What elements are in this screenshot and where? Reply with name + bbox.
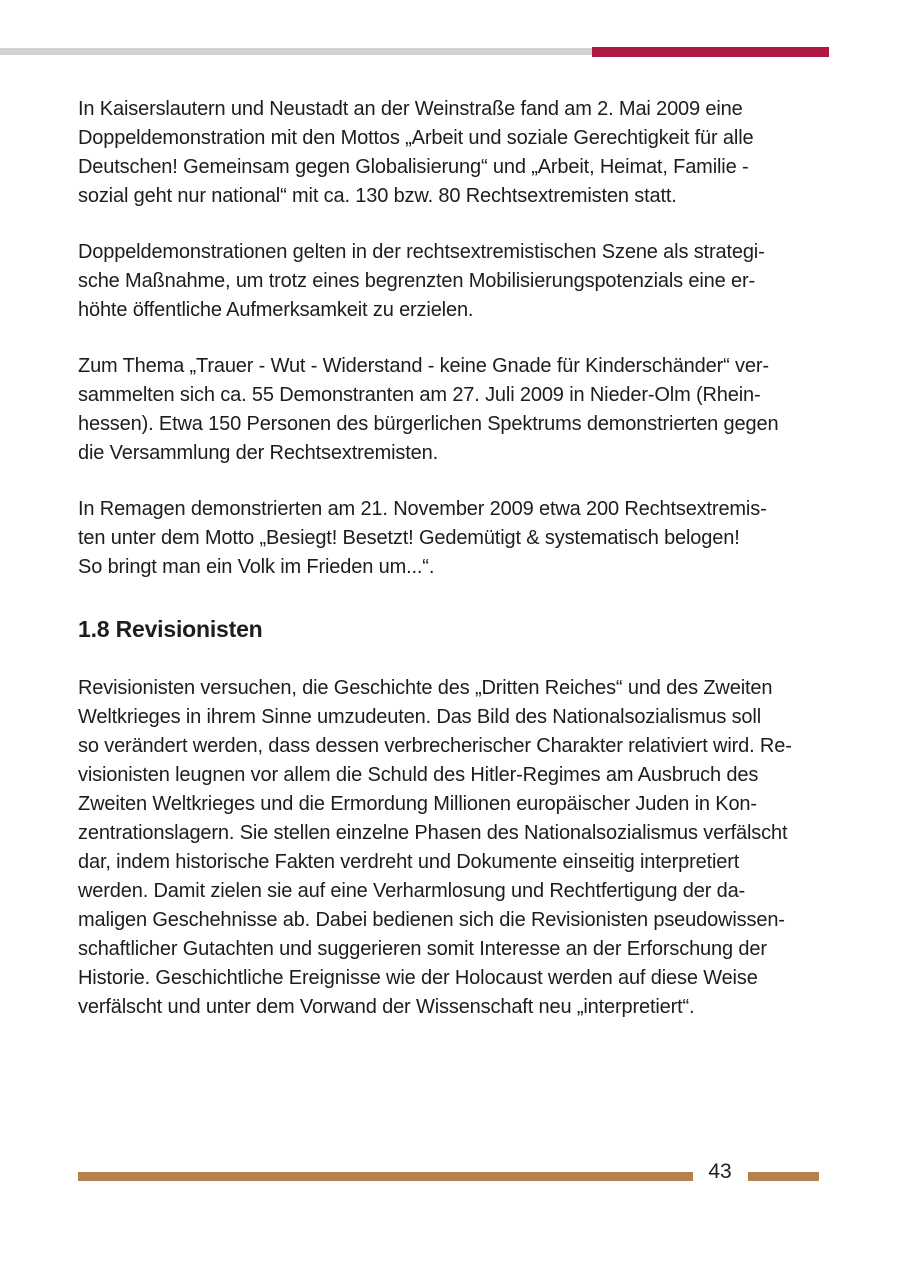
text-line: zentrationslagern. Sie stellen einzelne Phasen des Nationalsozialismus verfälscht [78, 822, 788, 844]
text-line: schaftlicher Gutachten und suggerieren somit Interesse an der Erforschung der [78, 938, 767, 960]
footer-rule-short [748, 1172, 819, 1181]
text-line: sammelten sich ca. 55 Demonstranten am 27. Juli 2009 in Nieder-Olm (Rhein- [78, 384, 761, 406]
paragraph [78, 674, 848, 1022]
text-line: maligen Geschehnisse ab. Dabei bedienen sich die Revisionisten pseudowissen- [78, 909, 785, 931]
paragraph [78, 495, 848, 582]
footer-rule-long [78, 1172, 693, 1181]
text-line: Doppeldemonstration mit den Mottos „Arbeit und soziale Gerechtigkeit für alle [78, 127, 754, 149]
paragraph [78, 95, 848, 211]
text-line: visionisten leugnen vor allem die Schuld des Hitler-Regimes am Ausbruch des [78, 764, 759, 786]
text-line: Historie. Geschichtliche Ereignisse wie der Holocaust werden auf diese Weise [78, 967, 758, 989]
page-number: 43 [708, 1160, 732, 1183]
text-line: Doppeldemonstrationen gelten in der rechtsextremistischen Szene als strategi- [78, 241, 765, 263]
paragraph [78, 238, 848, 325]
text-line: verfälscht und unter dem Vorwand der Wissenschaft neu „interpretiert“. [78, 996, 695, 1018]
header-gray-bar [0, 48, 592, 55]
text-line: sozial geht nur national“ mit ca. 130 bzw. 80 Rechtsextremisten statt. [78, 185, 677, 207]
text-line: So bringt man ein Volk im Frieden um...“. [78, 556, 435, 578]
text-line: Deutschen! Gemeinsam gegen Globalisierung“ und „Arbeit, Heimat, Familie - [78, 156, 749, 178]
text-line: höhte öffentliche Aufmerksamkeit zu erzielen. [78, 299, 474, 321]
paragraph [78, 352, 848, 468]
text-line: ten unter dem Motto „Besiegt! Besetzt! Gedemütigt & systematisch belogen! [78, 527, 740, 549]
text-line: werden. Damit zielen sie auf eine Verharmlosung und Rechtfertigung der da- [78, 880, 746, 902]
text-line: Zweiten Weltkrieges und die Ermordung Millionen europäischer Juden in Kon- [78, 793, 757, 815]
text-line: hessen). Etwa 150 Personen des bürgerlichen Spektrums demonstrierten gegen [78, 413, 779, 435]
text-line: dar, indem historische Fakten verdreht und Dokumente einseitig interpretiert [78, 851, 740, 873]
header-red-bar [592, 47, 829, 57]
text-line: sche Maßnahme, um trotz eines begrenzten Mobilisierungspotenzials eine er- [78, 270, 756, 292]
text-line: die Versammlung der Rechtsextremisten. [78, 442, 439, 464]
section-heading: 1.8 Revisionisten [78, 616, 263, 642]
text-line: Revisionisten versuchen, die Geschichte des „Dritten Reiches“ und des Zweiten [78, 677, 773, 699]
text-line: Zum Thema „Trauer - Wut - Widerstand - keine Gnade für Kinderschänder“ ver- [78, 355, 769, 377]
page-content [78, 95, 848, 1022]
text-line: In Remagen demonstrierten am 21. November 2009 etwa 200 Rechtsextremis- [78, 498, 767, 520]
text-line: Weltkrieges in ihrem Sinne umzudeuten. Das Bild des Nationalsozialismus soll [78, 706, 761, 728]
text-line: so verändert werden, dass dessen verbrecherischer Charakter relativiert wird. Re- [78, 735, 792, 757]
text-line: In Kaiserslautern und Neustadt an der Weinstraße fand am 2. Mai 2009 eine [78, 98, 743, 120]
